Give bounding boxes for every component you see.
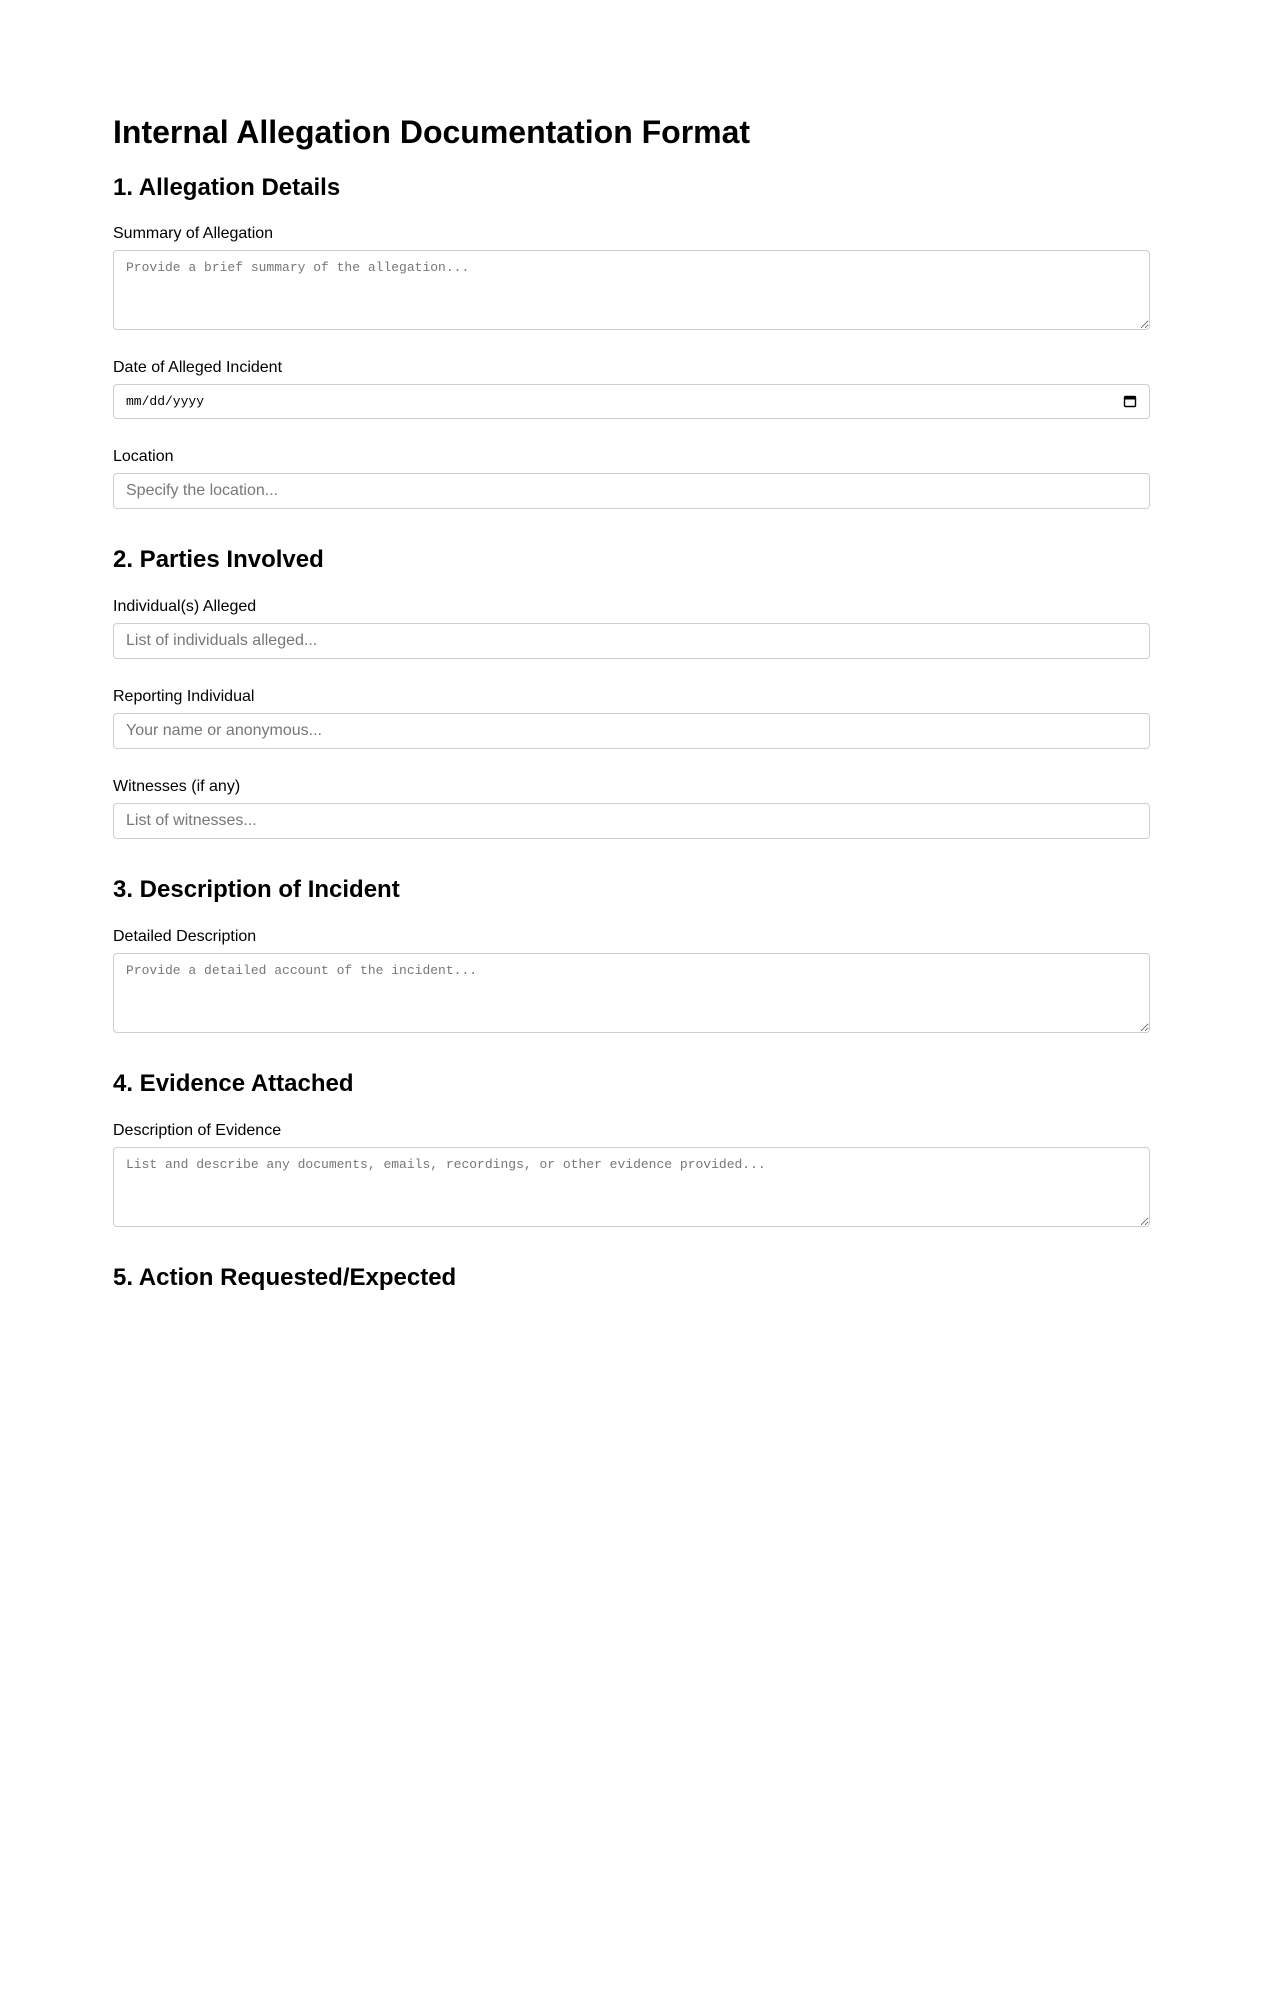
evidence-textarea[interactable]: [113, 1147, 1150, 1227]
evidence-label: Description of Evidence: [113, 1122, 282, 1139]
detailed-description-label: Detailed Description: [113, 928, 257, 945]
date-format-placeholder: mm/dd/yyyy: [126, 394, 205, 409]
location-input[interactable]: [113, 473, 1150, 509]
witnesses-input[interactable]: [113, 803, 1150, 839]
reporting-label: Reporting Individual: [113, 688, 255, 705]
alleged-field-group: [113, 597, 1150, 659]
summary-field-group: [113, 224, 1150, 330]
reporting-field-group: [113, 687, 1150, 749]
page-title: Internal Allegation Documentation Format: [113, 114, 751, 150]
witnesses-field-group: [113, 777, 1150, 839]
calendar-icon[interactable]: [1123, 394, 1137, 408]
evidence-field-group: [113, 1121, 1150, 1227]
location-field-group: [113, 447, 1150, 509]
date-field-group: [113, 358, 1150, 419]
section-heading-action: 5. Action Requested/Expected: [113, 1264, 457, 1291]
detailed-description-field-group: [113, 927, 1150, 1033]
detailed-description-textarea[interactable]: [113, 953, 1150, 1033]
location-label: Location: [113, 448, 174, 465]
witnesses-label: Witnesses (if any): [113, 778, 241, 795]
reporting-individual-input[interactable]: [113, 713, 1150, 749]
incident-date-input[interactable]: [113, 384, 1150, 419]
summary-label: Summary of Allegation: [113, 225, 274, 242]
alleged-label: Individual(s) Alleged: [113, 598, 257, 615]
alleged-individuals-input[interactable]: [113, 623, 1150, 659]
summary-textarea[interactable]: [113, 250, 1150, 330]
section-heading-description: 3. Description of Incident: [113, 876, 400, 903]
section-heading-evidence: 4. Evidence Attached: [113, 1070, 354, 1097]
section-heading-allegation-details: 1. Allegation Details: [113, 174, 341, 201]
section-heading-parties-involved: 2. Parties Involved: [113, 546, 324, 573]
date-label: Date of Alleged Incident: [113, 359, 283, 376]
